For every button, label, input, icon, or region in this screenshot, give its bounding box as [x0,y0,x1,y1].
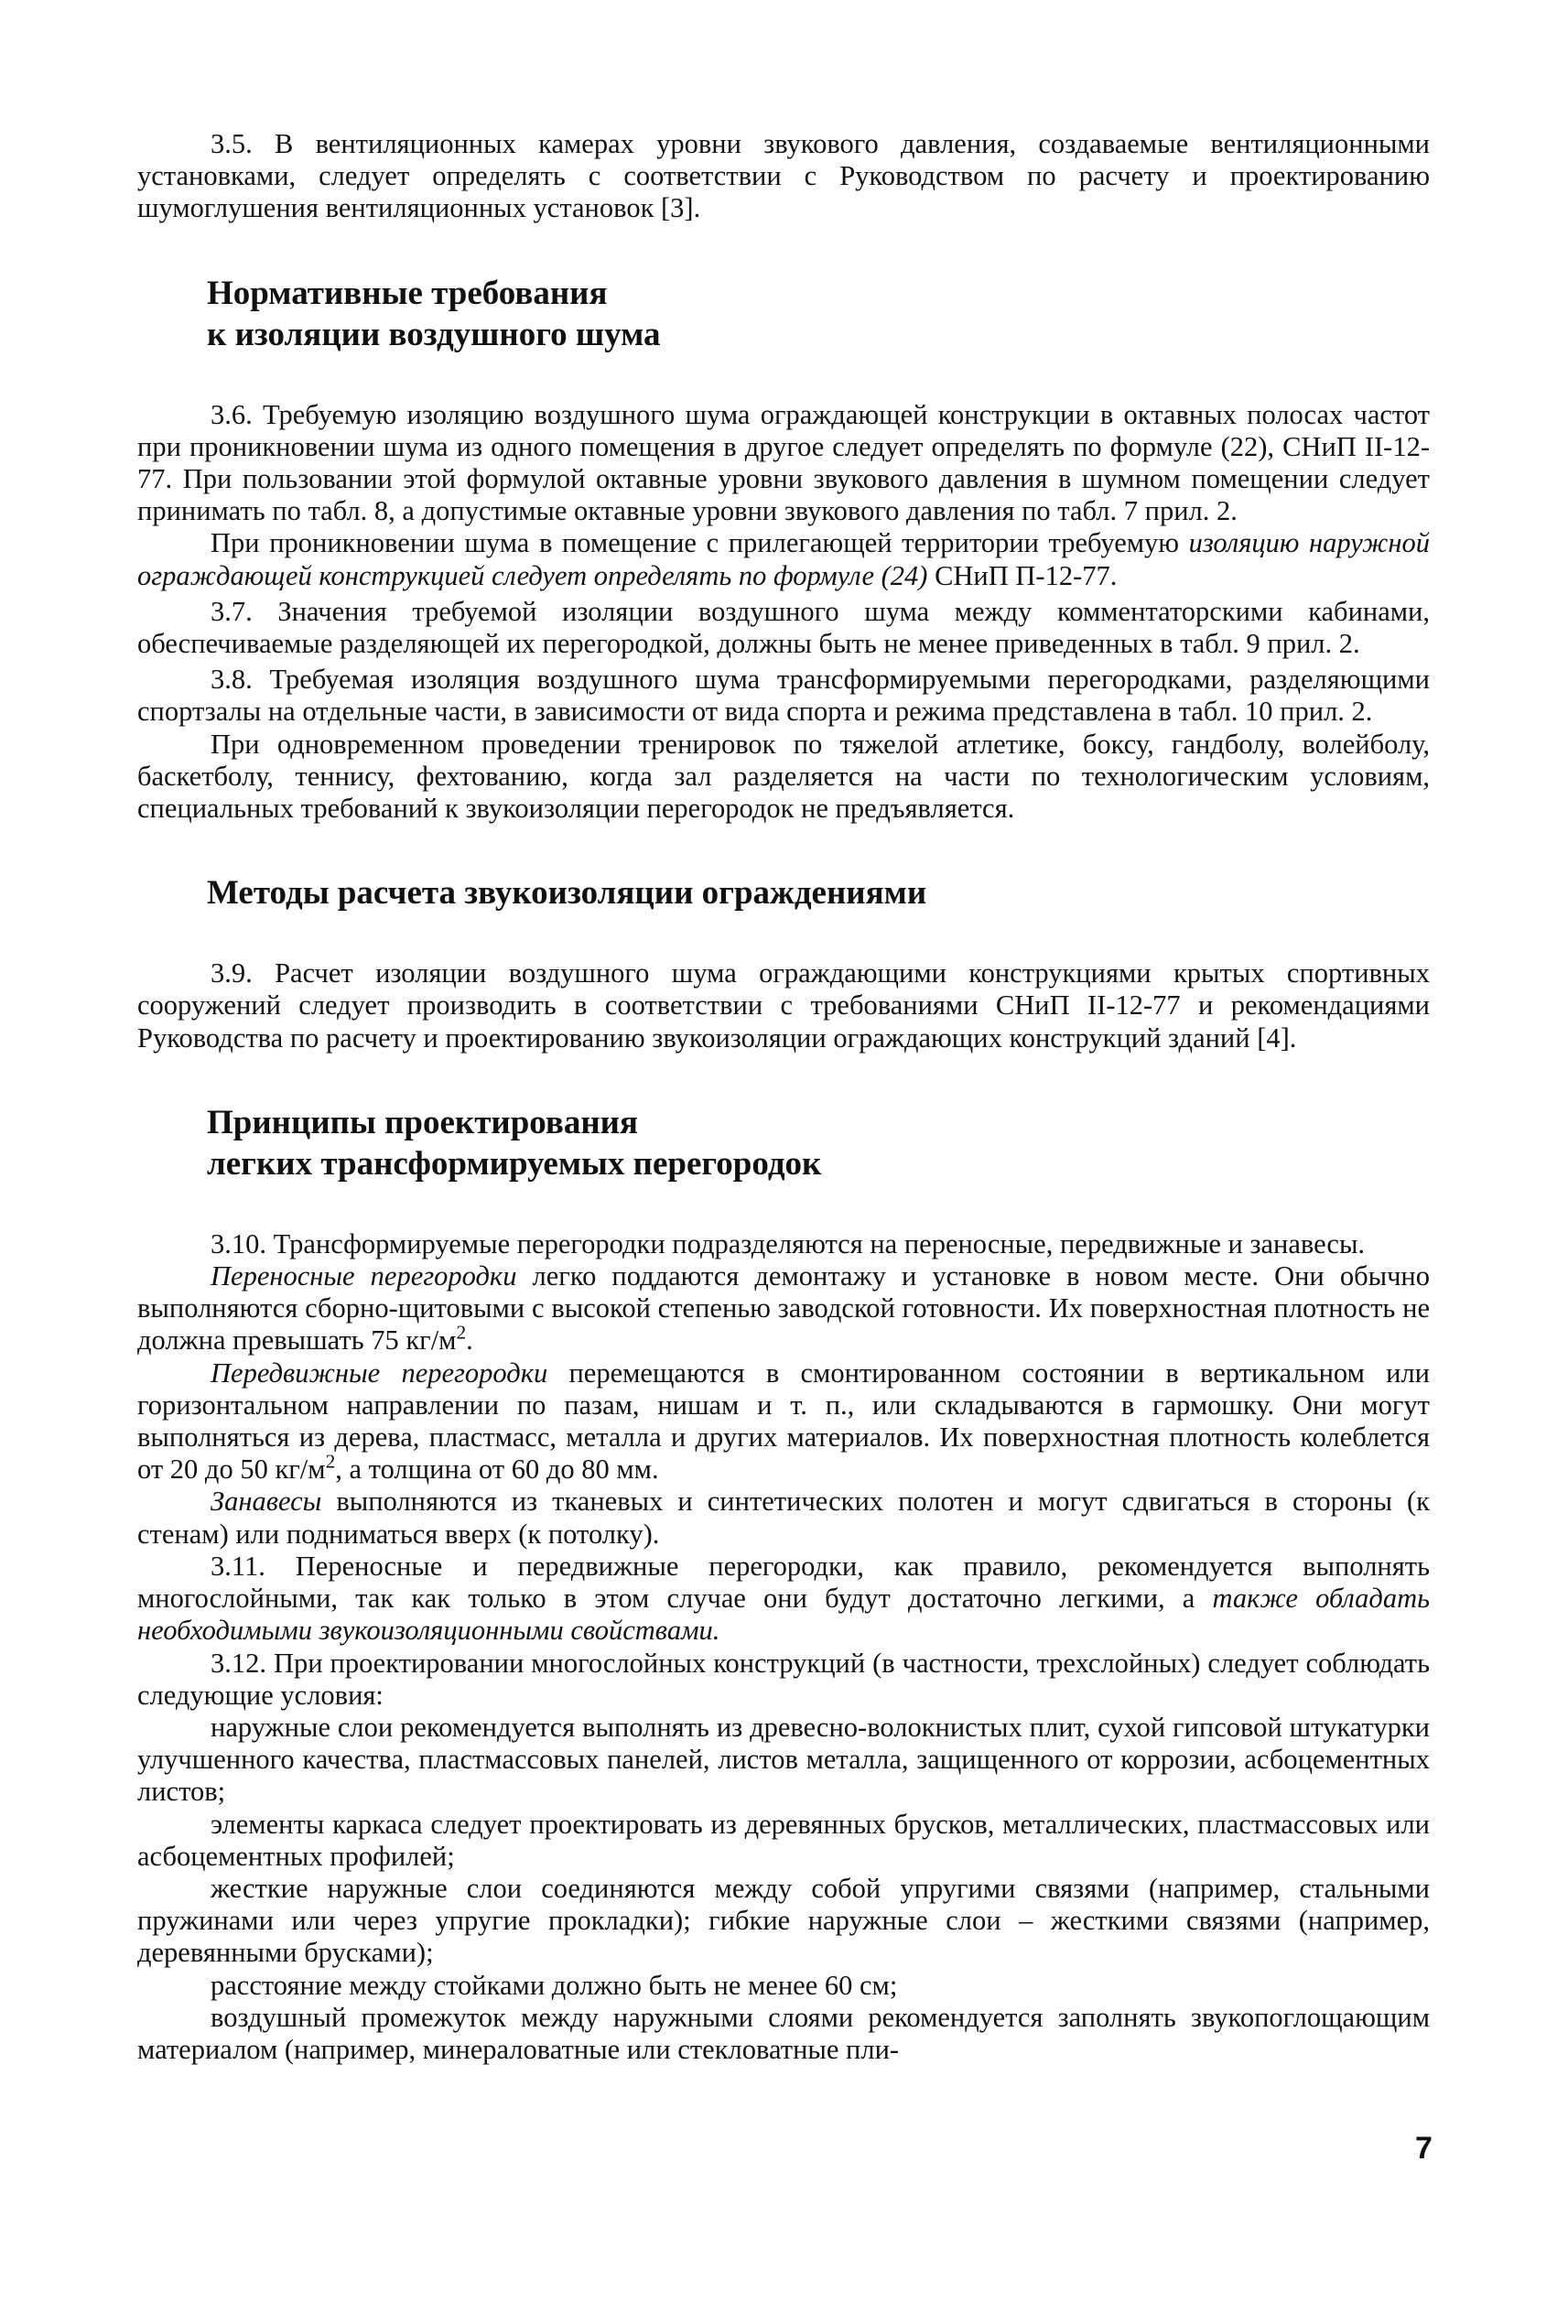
paragraph-3-11 [137,1551,1430,1648]
condition-air-gap: воздушный промежуток между наружными слоями рекомендуется заполнять звукопоглощающим материалом (например, минераловатные или стекловатные пли- [137,2001,1430,2065]
text-run: СНиП П-12-77. [927,559,1118,591]
paragraph-3-10: 3.10. Трансформируемые перегородки подразделяются на переносные, передвижные и занавесы. [211,1227,1366,1259]
condition-connections: жесткие наружные слои соединяются между собой упругими связями (например, стальными пружинами или через упругие прокладки); гибкие наружные слои – жесткими связями (например, деревянными брусками); [137,1872,1430,1969]
heading-line: Методы расчета звукоизоляции ограждениями [207,874,927,913]
paragraph-3-12: 3.12. При проектировании многослойных конструкций (в частности, трехслойных) следует соблюдать следующие условия: [137,1647,1430,1711]
paragraph-portable-partitions [137,1260,1430,1357]
italic-text-run: Передвижные перегородки [211,1357,548,1389]
paragraph-3-6: 3.6. Требуемую изоляцию воздушного шума ограждающей конструкции в октавных полосах частот при проникновении шума из одного помещения в другое следует определять по формуле (22), СНиП II-12-77. При пользовании этой формулой октавные уровни звукового давления в шумном помещении следует принимать по табл. 8, а допустимые октавные уровни звукового давления по табл. 7 прил. 2. [137,398,1430,527]
paragraph-3-9: 3.9. Расчет изоляции воздушного шума ограждающими конструкциями крытых спортивных сооружений следует производить в соответствии с требованиями СНиП II-12-77 и рекомендациями Руководства по расчету и проектированию звукоизоляции ограждающих конструкций зданий [4]. [137,957,1430,1054]
text-run: выполняются из тканевых и синтетических полотен и могут сдвигаться в стороны (к стенам) или подниматься вверх (к потолку). [137,1486,1430,1550]
paragraph-3-6-territory [137,527,1430,591]
heading-line: Нормативные требования [207,274,608,312]
heading-design-principles [137,1102,1430,1184]
italic-text-run: Переносные перегородки [211,1260,517,1292]
page-content [137,128,1430,2066]
text-run: При проникновении шума в помещение с прилегающей территории требуемую [211,527,1189,559]
heading-normative-requirements [137,273,1430,355]
italic-text-run: Занавесы [211,1486,322,1518]
paragraph-mobile-partitions [137,1357,1430,1486]
italic-text-run: изоляцию наружной ограждающей конструкцией следует определять по формуле (24) [137,527,1430,591]
condition-outer-layers: наружные слои рекомендуется выполнять из древесно-волокнистых плит, сухой гипсовой штукатурки улучшенного качества, пластмассовых панелей, листов металла, защищенного от коррозии, асбоцементных листов; [137,1711,1430,1808]
text-run: перемещаются в смонтированном состоянии в вертикальном или горизонтальном направлении по пазам, нишам и т. п., или складываются в гармошку. Они могут выполняться из дерева, пластмасс, металла и других материалов. Их поверхностная плотность колеблется от 20 до 50 кг/м [137,1357,1430,1486]
paragraph-3-8-training: При одновременном проведении тренировок по тяжелой атлетике, боксу, гандболу, волейболу, баскетболу, теннису, фехтованию, когда зал разделяется на части по технологическим условиям, специальных требований к звукоизоляции перегородок не предъявляется. [137,728,1430,825]
heading-line: к изоляции воздушного шума [207,315,661,353]
text-run: легко поддаются демонтажу и установке в новом месте. Они обычно выполняются сборно-щитовыми с высокой степенью заводской готовности. Их поверхностная плотность не должна превышать 75 кг/м [137,1260,1430,1357]
paragraph-curtains [137,1486,1430,1550]
heading-calculation-methods [137,872,1430,913]
condition-stud-spacing: расстояние между стойками должно быть не менее 60 см; [211,1969,898,2001]
text-run: 3.11. Переносные и передвижные перегородки, как правило, рекомендуется выполнять многослойными, так как только в этом случае они будут достаточно легкими, а [137,1550,1430,1615]
paragraph-3-8: 3.8. Требуемая изоляция воздушного шума трансформируемыми перегородками, разделяющими спортзалы на отдельные части, в зависимости от вида спорта и режима представлена в табл. 10 прил. 2. [137,664,1430,728]
paragraph-3-7: 3.7. Значения требуемой изоляции воздушного шума между комментаторскими кабинами, обеспечиваемые разделяющей их перегородкой, должны быть не менее приведенных в табл. 9 прил. 2. [137,595,1430,660]
page-number: 7 [1415,2131,1433,2166]
text-run: . [466,1324,473,1357]
superscript: 2 [456,1321,467,1344]
italic-text-run: также обладать необходимыми звукоизоляционными свойствами. [137,1583,1431,1647]
heading-line: Принципы проектирования [207,1103,639,1141]
text-run: , а толщина от 60 до 80 мм. [335,1454,659,1486]
condition-frame-elements: элементы каркаса следует проектировать из деревянных брусков, металлических, пластмассовых или асбоцементных профилей; [137,1808,1430,1872]
paragraph-3-5: 3.5. В вентиляционных камерах уровни звукового давления, создаваемые вентиляционными установками, следует определять с соответствии с Руководством по расчету и проектированию шумоглушения вентиляционных установок [3]. [137,128,1430,224]
heading-line: легких трансформируемых перегородок [207,1144,822,1183]
superscript: 2 [325,1450,336,1473]
